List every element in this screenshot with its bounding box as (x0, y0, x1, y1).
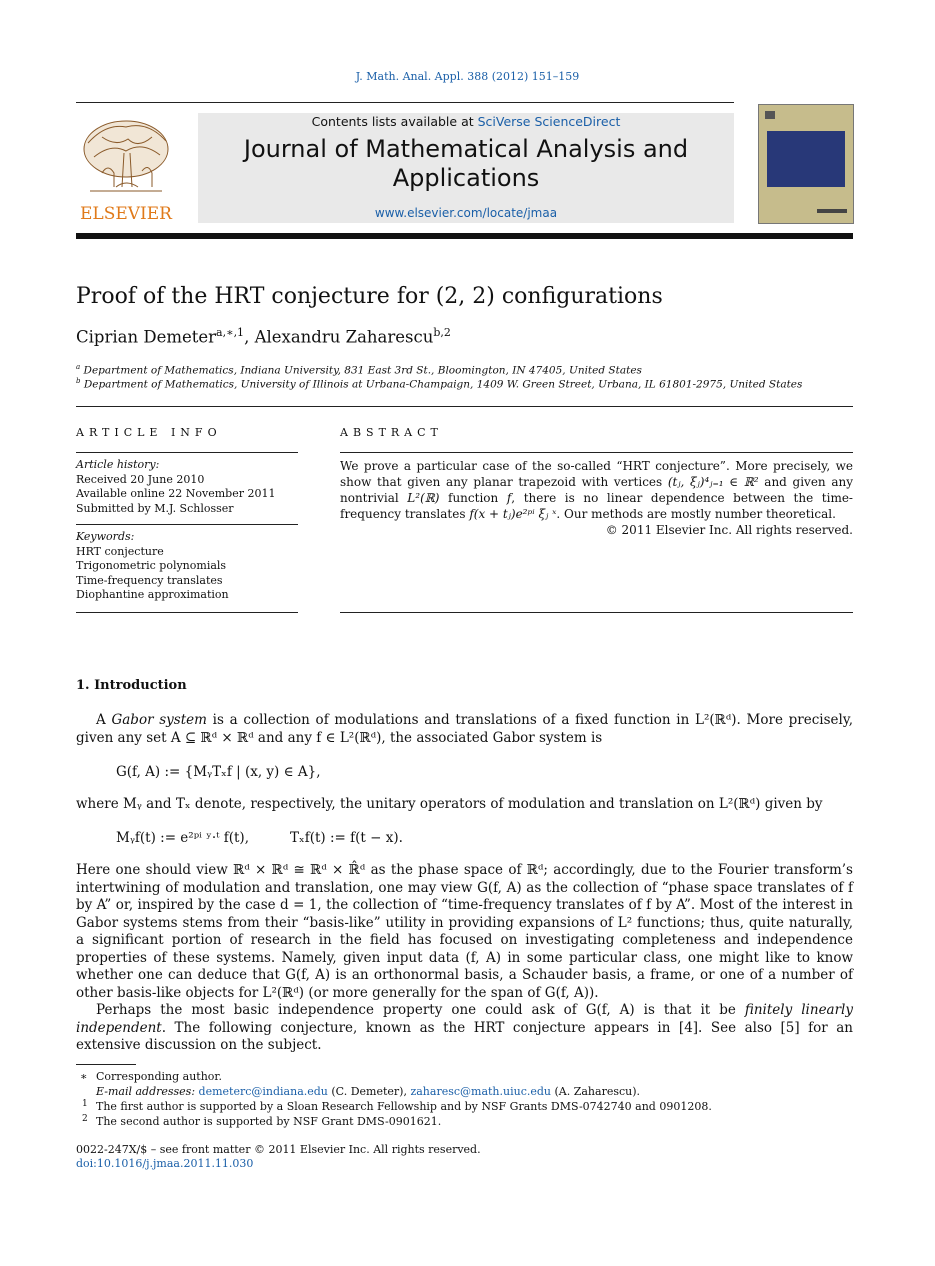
journal-citation[interactable]: J. Math. Anal. Appl. 388 (2012) 151–159 (355, 70, 580, 83)
footnote-2: The second author is supported by NSF Grant DMS-0901621. (96, 1115, 442, 1128)
keyword-item: Trigonometric polynomials (76, 559, 227, 572)
history-label: Article history: (76, 458, 160, 471)
equation-translation: Tₓf(t) := f(t − x). (290, 830, 403, 846)
elsevier-tree-icon (76, 113, 176, 225)
contents-prefix: Contents lists available at (311, 114, 478, 129)
article-history (76, 458, 298, 516)
affiliation-mark: b (76, 377, 81, 385)
footnote-corresponding: Corresponding author. (96, 1070, 222, 1083)
journal-title-line1: Journal of Mathematical Analysis and (243, 135, 689, 163)
email-label: E-mail addresses: (96, 1085, 196, 1098)
abstract-part: and given any nontrivial (340, 475, 853, 505)
keyword-item: Diophantine approximation (76, 588, 229, 601)
section-heading-introduction: 1. Introduction (76, 678, 187, 693)
article-info-bottom-rule (76, 612, 298, 613)
header-bottom-rule (76, 233, 853, 239)
elsevier-wordmark: ELSEVIER (80, 204, 172, 224)
author-marks: a,∗,1 (216, 326, 245, 339)
author-name: Ciprian Demeter (76, 327, 217, 347)
abstract-copyright: © 2011 Elsevier Inc. All rights reserved. (605, 523, 853, 537)
cover-title-block (767, 131, 845, 187)
contents-line (198, 114, 734, 129)
author-marks: b,2 (433, 326, 451, 339)
author-separator: , (244, 327, 255, 347)
intro-paragraph-2: where Mᵧ and Tₓ denote, respectively, the unitary operators of modulation and translation on L²(ℝᵈ) given by (76, 796, 823, 812)
article-info-rule (76, 452, 298, 453)
paragraph-part: is a collection of modulations and translations of a fixed function in L²(ℝᵈ). More precisely, given any set A ⊆ ℝᵈ × ℝᵈ and any f ∈ L²(ℝᵈ), the associated Gabor system is (76, 712, 853, 746)
affiliation-text: Department of Mathematics, Indiana University, 831 East 3rd St., Bloomington, IN 47405, United States (83, 364, 642, 377)
abstract-math: f (506, 491, 512, 505)
issn-line: 0022-247X/$ – see front matter © 2011 Elsevier Inc. All rights reserved. (76, 1143, 481, 1156)
abstract-heading: ABSTRACT (340, 426, 443, 439)
keywords-block (76, 530, 298, 603)
paragraph-part: . The following conjecture, known as the HRT conjecture appears in [4]. See also [5] for an extensive discussion on the subject. (76, 1019, 853, 1053)
journal-title-line2: Applications (392, 164, 540, 192)
history-item: Available online 22 November 2011 (76, 487, 276, 500)
email-link[interactable]: zaharesc@math.uiuc.edu (410, 1085, 551, 1098)
abstract-text (340, 458, 853, 538)
elsevier-logo (76, 113, 176, 225)
doi-link[interactable]: doi:10.1016/j.jmaa.2011.11.030 (76, 1157, 254, 1170)
email-link[interactable]: demeterc@indiana.edu (198, 1085, 328, 1098)
intro-paragraph-3: Here one should view ℝᵈ × ℝᵈ ≅ ℝᵈ × ℝ̂ᵈ as the phase space of ℝᵈ; accordingly, due to the Fourier transform’s intertwining of modulation and translation, one may view G(f, A) as the collection of “phase space translates of f by A” or, inspired by the case d = 1, the collection of “time-frequency translates of f by A”. Most of the interest in Gabor systems stems from their “basis-like” utility in providing expansions of L² functions; thus, quite naturally, a significant portion of research in the field has focused on investigating completeness and independence properties of these systems. Namely, given input data (f, A) in some particular class, one might like to know whether one can deduce that G(f, A) is an orthonormal basis, a Schauder basis, a frame, or one of a number of other basis-like objects for L²(ℝᵈ) (or more generally for the span of G(f, A)). (76, 862, 853, 1001)
email-owner: (C. Demeter), (327, 1085, 411, 1098)
abstract-bottom-rule (340, 612, 853, 613)
footnote-emails (96, 1085, 640, 1098)
abstract-math: L²(ℝ) (407, 491, 440, 505)
header-rule (76, 102, 734, 103)
affiliation-mark: a (76, 363, 81, 371)
journal-title (198, 135, 734, 193)
footnote-2-mark: 2 (82, 1114, 88, 1124)
cover-publisher-mark (817, 209, 847, 213)
keyword-item: Time-frequency translates (76, 573, 223, 587)
affiliation-a (76, 363, 642, 377)
abstract-part: function (439, 491, 507, 505)
affiliation-text: Department of Mathematics, University of Illinois at Urbana-Champaign, 1409 W. Green Street, Urbana, IL 61801-2975, United States (83, 378, 803, 391)
paragraph-emphasis: finitely linearly independent (76, 1002, 853, 1036)
abstract-part: , there is no linear dependence between the time-frequency translates (340, 491, 853, 521)
abstract-part: We prove a particular case of the so-called “HRT conjecture”. More precisely, we show that given any planar trapezoid with vertices (340, 459, 853, 489)
paragraph-part: Perhaps the most basic independence property one could ask of G(f, A) is that it be (96, 1002, 745, 1018)
journal-header-box (198, 113, 734, 223)
keywords-rule (76, 524, 298, 525)
equation-gabor-system: G(f, A) := {MᵧTₓf | (x, y) ∈ A}, (116, 764, 321, 780)
history-item: Submitted by M.J. Schlosser (76, 501, 234, 515)
paragraph-emphasis: Gabor system (111, 712, 207, 728)
journal-cover-image (758, 104, 854, 224)
abstract-math: f(x + tⱼ)e²ᵖⁱ ξⱼ ˣ (469, 507, 557, 521)
email-owner: (A. Zaharescu). (551, 1085, 641, 1098)
paper-title: Proof of the HRT conjecture for (2, 2) configurations (76, 284, 663, 309)
footnote-star-mark: ∗ (80, 1070, 88, 1083)
journal-url-link[interactable]: www.elsevier.com/locate/jmaa (374, 206, 558, 220)
footnote-1: The first author is supported by a Sloan Research Fellowship and by NSF Grants DMS-0742740 and 0901208. (96, 1100, 712, 1113)
equation-modulation: Mᵧf(t) := e²ᵖⁱ ʸ·ᵗ f(t), (116, 830, 249, 846)
keywords-label: Keywords: (76, 530, 135, 543)
abstract-math: (tⱼ, ξⱼ)⁴ⱼ₌₁ ∈ ℝ² (667, 475, 759, 489)
affiliation-b (76, 377, 802, 391)
author-name: Alexandru Zaharescu (254, 327, 434, 347)
article-info-heading: ARTICLE INFO (76, 426, 222, 439)
intro-paragraph-1 (76, 712, 853, 747)
paragraph-part: A (96, 712, 112, 728)
abstract-part: . Our methods are mostly number theoretical. (556, 507, 836, 521)
author-list (76, 326, 451, 347)
abstract-rule (340, 452, 853, 453)
intro-paragraph-4 (76, 1002, 853, 1055)
section-rule (76, 406, 853, 407)
sciencedirect-link[interactable]: SciVerse ScienceDirect (477, 114, 621, 129)
history-item: Received 20 June 2010 (76, 472, 205, 486)
keyword-item: HRT conjecture (76, 544, 164, 558)
footnote-1-mark: 1 (82, 1099, 88, 1109)
cover-logo-icon (765, 111, 775, 119)
footnote-rule (76, 1064, 136, 1065)
